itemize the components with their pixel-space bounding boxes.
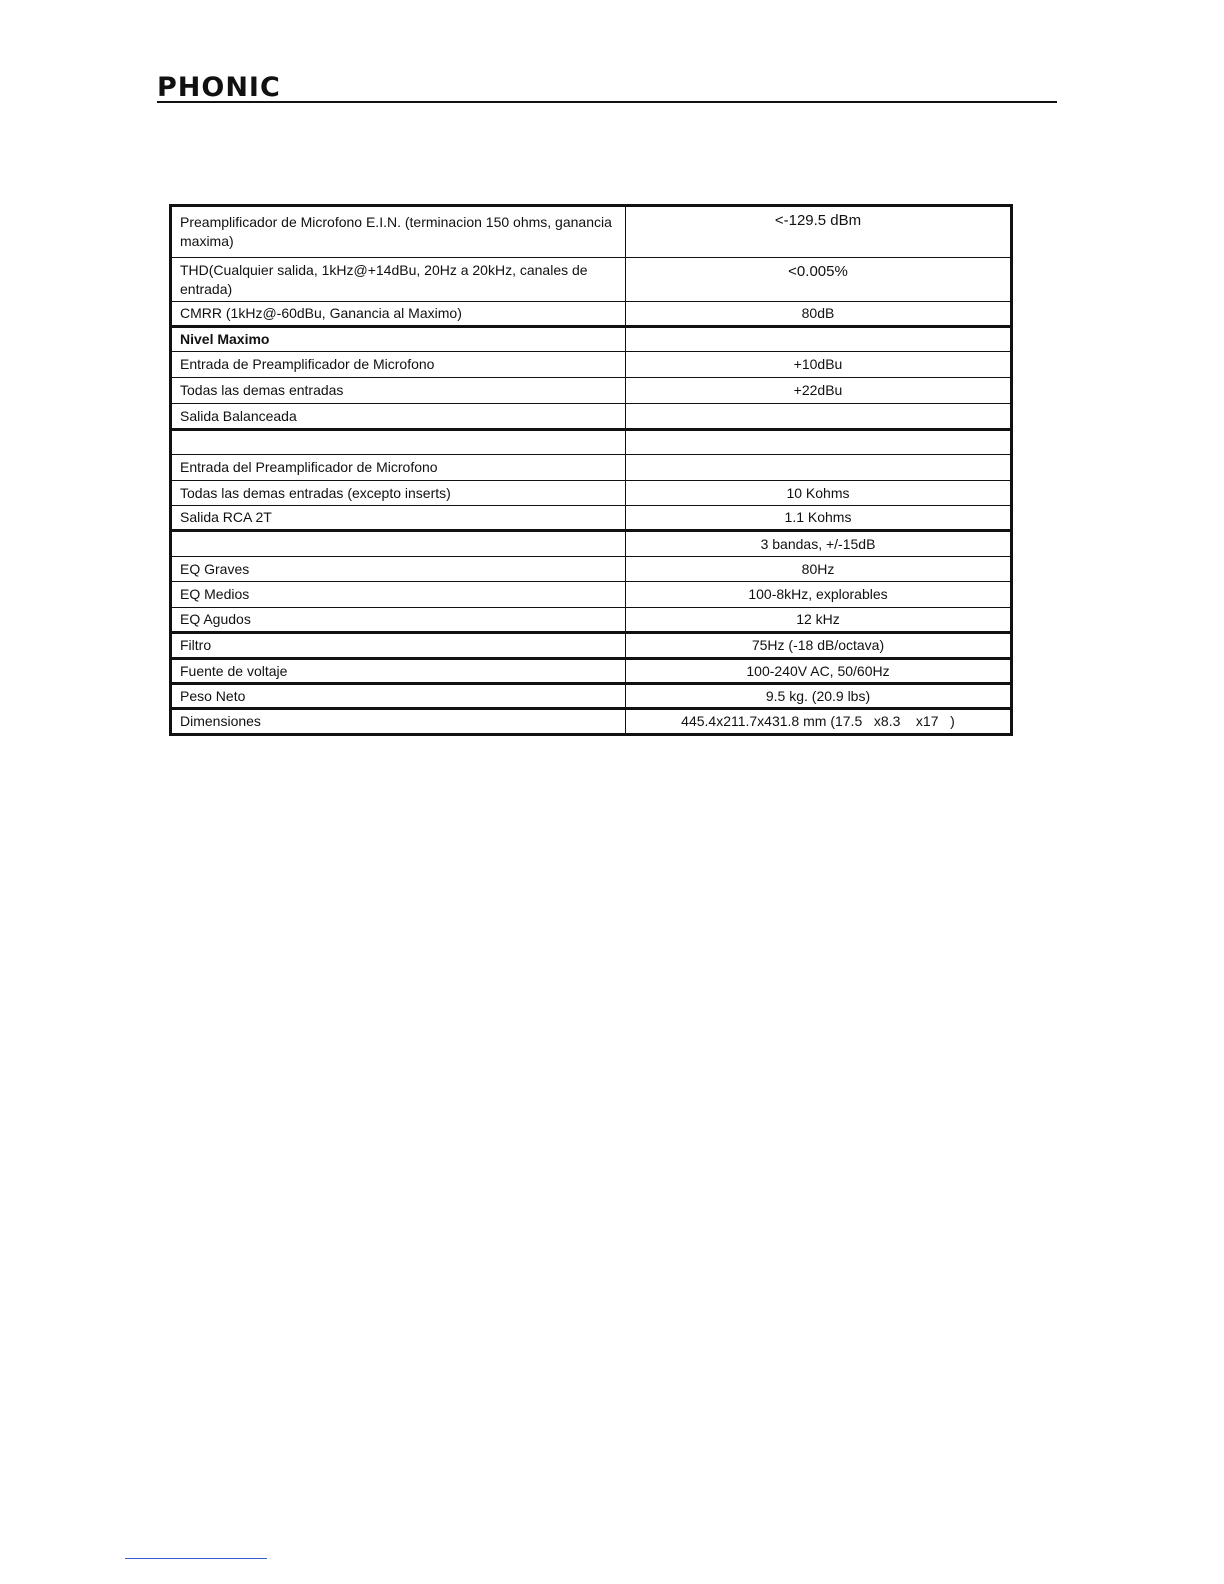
spec-label: THD(Cualquier salida, 1kHz@+14dBu, 20Hz a 20kHz, canales de entrada): [171, 258, 626, 302]
spec-value: +22dBu: [626, 378, 1012, 404]
table-row: [171, 481, 1012, 506]
spec-label: Preamplificador de Microfono E.I.N. (terminacion 150 ohms, ganancia maxima): [171, 206, 626, 258]
table-row: [171, 633, 1012, 659]
section-header-row: [171, 430, 1012, 455]
spec-label: EQ Graves: [171, 557, 626, 582]
spec-value: 80Hz: [626, 557, 1012, 582]
spec-value: 80dB: [626, 302, 1012, 327]
spec-label: Entrada del Preamplificador de Microfono: [171, 455, 626, 481]
spec-value: 9.5 kg. (20.9 lbs): [626, 684, 1012, 709]
spec-value: <-129.5 dBm: [626, 206, 1012, 258]
section-header-row: [171, 531, 1012, 557]
spec-value: 10 Kohms: [626, 481, 1012, 506]
section-heading: Nivel Maximo: [171, 327, 626, 352]
spec-label: Entrada de Preamplificador de Microfono: [171, 352, 626, 378]
table-row: [171, 352, 1012, 378]
spec-value: 100-8kHz, explorables: [626, 582, 1012, 608]
section-heading: [171, 531, 626, 557]
spec-value: 75Hz (-18 dB/octava): [626, 633, 1012, 659]
spec-table: [169, 204, 1013, 736]
table-row: [171, 258, 1012, 302]
spec-label: Todas las demas entradas: [171, 378, 626, 404]
table-row: [171, 378, 1012, 404]
table-row: [171, 506, 1012, 531]
table-row: [171, 455, 1012, 481]
spec-value: [626, 327, 1012, 352]
spec-value: [626, 455, 1012, 481]
spec-value: [626, 404, 1012, 430]
spec-value: +10dBu: [626, 352, 1012, 378]
spec-value: 445.4x211.7x431.8 mm (17.5 x8.3 x17 ): [626, 709, 1012, 735]
spec-label: Salida RCA 2T: [171, 506, 626, 531]
spec-label: Salida Balanceada: [171, 404, 626, 430]
spec-value: 100-240V AC, 50/60Hz: [626, 659, 1012, 684]
spec-label: CMRR (1kHz@-60dBu, Ganancia al Maximo): [171, 302, 626, 327]
section-heading: [171, 430, 626, 455]
spec-label: Peso Neto: [171, 684, 626, 709]
table-row: [171, 684, 1012, 709]
spec-label: Todas las demas entradas (excepto inserts): [171, 481, 626, 506]
spec-value: [626, 430, 1012, 455]
spec-label: Dimensiones: [171, 709, 626, 735]
spec-label: EQ Agudos: [171, 608, 626, 633]
table-row: [171, 404, 1012, 430]
footnote-rule: [125, 1558, 267, 1559]
spec-value: <0.005%: [626, 258, 1012, 302]
spec-value: 12 kHz: [626, 608, 1012, 633]
table-row: [171, 557, 1012, 582]
table-row: [171, 206, 1012, 258]
table-row: [171, 659, 1012, 684]
header-rule: [157, 101, 1057, 103]
table-row: [171, 582, 1012, 608]
table-row: [171, 608, 1012, 633]
section-header-row: [171, 327, 1012, 352]
table-row: [171, 302, 1012, 327]
spec-label: Filtro: [171, 633, 626, 659]
spec-label: Fuente de voltaje: [171, 659, 626, 684]
table-row: [171, 709, 1012, 735]
spec-label: EQ Medios: [171, 582, 626, 608]
phonic-logo: PHONIC: [157, 72, 281, 103]
spec-value: 3 bandas, +/-15dB: [626, 531, 1012, 557]
spec-value: 1.1 Kohms: [626, 506, 1012, 531]
